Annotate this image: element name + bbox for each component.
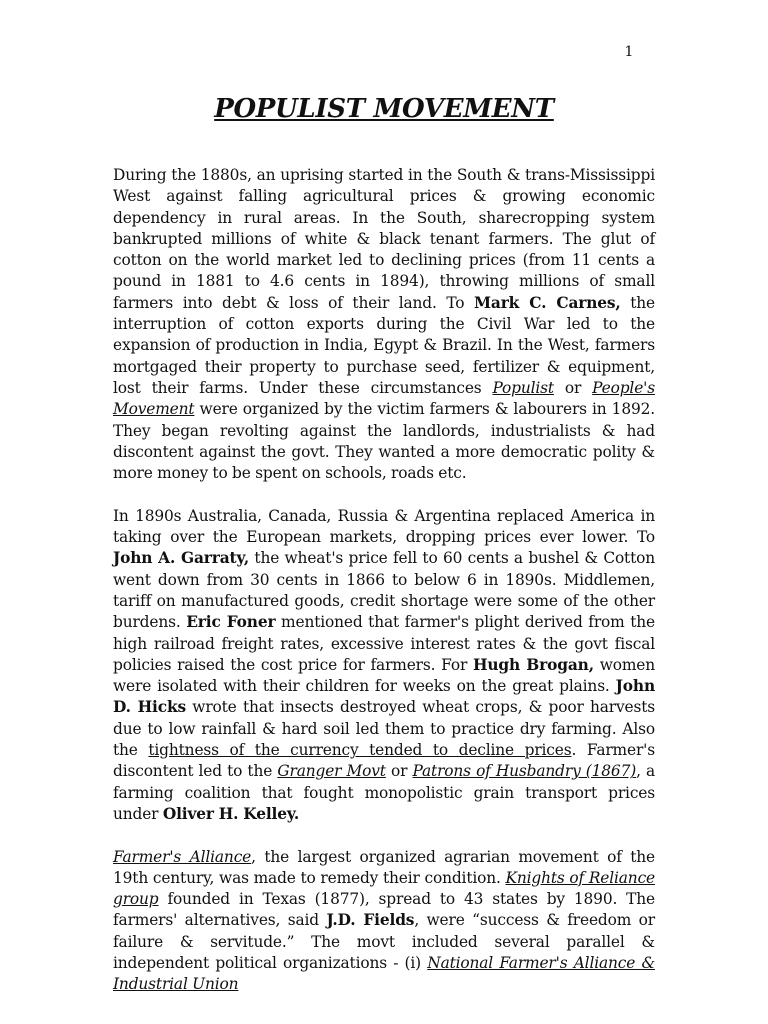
author-hugh-brogan: Hugh Brogan, [472, 655, 594, 674]
paragraph-farmers-alliance [113, 847, 655, 996]
term-populist: Populist [492, 378, 554, 397]
author-john-hicks: John D. Hicks [113, 677, 655, 717]
paragraph-text: mentioned that farmer's plight derived from the high railroad freight rates, excessive interest rates & the govt fiscal policies raised the cost price for farmers. For [113, 613, 655, 674]
term-peoples-movement: People's Movement [113, 378, 655, 419]
paragraph-text: founded in Texas (1877), spread to 43 states by 1890. The farmers' alternatives, said [113, 890, 655, 930]
paragraph-text: , a farming coalition that fought monopolistic grain transport prices under [113, 762, 655, 823]
paragraph-causes [113, 506, 655, 825]
document-body [113, 165, 655, 996]
paragraph-text: . Farmer's discontent led to the [113, 741, 655, 781]
author-mark-carnes: Mark C. Carnes, [474, 293, 621, 312]
term-knights-of-reliance: Knights of Reliance group [113, 868, 655, 909]
term-currency-tightness: tightness of the currency tended to decline prices [148, 741, 572, 760]
author-eric-foner: Eric Foner [186, 613, 276, 632]
page-title: POPULIST MOVEMENT [214, 94, 554, 124]
author-oliver-kelley: Oliver H. Kelley. [162, 804, 300, 823]
paragraph-text: In 1890s Australia, Canada, Russia & Argentina replaced America in taking over the European markets, dropping prices ever lower. To [113, 506, 655, 547]
paragraph-text: or [553, 378, 593, 397]
paragraph-text: During the 1880s, an uprising started in the South & trans-Mississippi West against falling agricultural prices & growing economic dependency in rural areas. In the South, sharecropping system bankrupted millions of white & black tenant farmers. The glut of cotton on the world market led to declining prices (from 11 cents a pound in 1881 to 4.6 cents in 1894), throwing millions of small farmers into debt & loss of their land. To [113, 166, 655, 312]
page-number: 1 [624, 44, 634, 60]
term-patrons-of-husbandry: Patrons of Husbandry (1867) [412, 762, 637, 781]
paragraph-text: or [385, 762, 413, 781]
term-national-farmers-alliance: National Farmer's Alliance & Industrial Union [113, 953, 655, 994]
term-granger-movt: Granger Movt [277, 762, 386, 781]
paragraph-text: were organized by the victim farmers & labourers in 1892. They began revolting against the landlords, industrialists & had discontent against the govt. They wanted a more democratic polity & more money to be spent on schools, roads etc. [113, 400, 655, 483]
paragraph-text: wrote that insects destroyed wheat crops, & poor harvests due to low rainfall & hard soil led them to practice dry farming. Also the [113, 698, 655, 760]
paragraph-text: women were isolated with their children for weeks on the great plains. [113, 655, 656, 696]
term-farmers-alliance: Farmer's Alliance [113, 847, 252, 866]
paragraph-text: , the largest organized agrarian movement of the 19th century, was made to remedy their condition. [113, 847, 655, 887]
paragraph-intro [113, 165, 655, 484]
paragraph-text: the wheat's price fell to 60 cents a bushel & Cotton went down from 30 cents in 1866 to below 6 in 1890s. Middlemen, tariff on manufactured goods, credit shortage were some of the other burdens. [113, 549, 656, 632]
paragraph-text: , were “success & freedom or failure & servitude.” The movt included several parallel & independent political organizations - (i) [113, 911, 655, 972]
author-john-garraty: John A. Garraty, [113, 549, 250, 568]
paragraph-text: the interruption of cotton exports during the Civil War led to the expansion of production in India, Egypt & Brazil. In the West, farmers mortgaged their property to purchase seed, fertilizer & equipment, lost their farms. Under these circumstances [113, 293, 655, 397]
author-jd-fields: J.D. Fields [326, 911, 415, 930]
